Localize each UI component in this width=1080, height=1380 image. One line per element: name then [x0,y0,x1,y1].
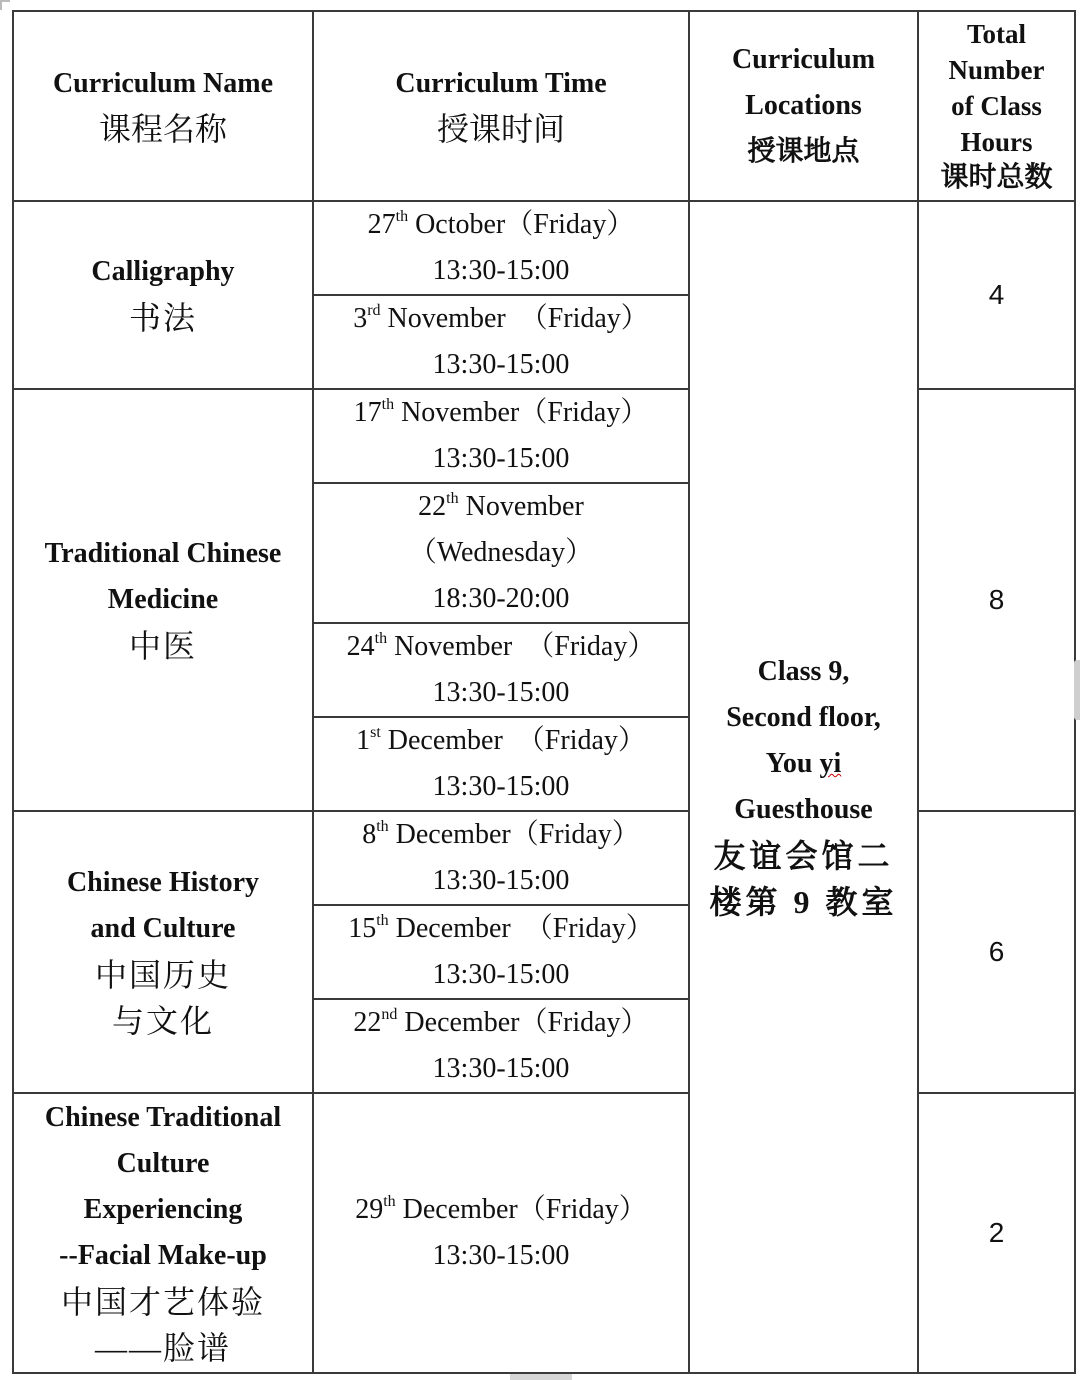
header-hours-zh: 课时总数 [940,162,1053,193]
header-location-en-2: Locations [745,90,862,121]
location-line-2: Second floor, [726,702,881,733]
session-time: 13:30-15:00 [432,349,570,380]
bottom-handle[interactable] [510,1374,572,1380]
course-name-cell [13,1093,313,1373]
session-time: 13:30-15:00 [432,771,570,802]
session-cell [313,389,689,483]
header-location-zh: 授课地点 [747,136,860,167]
course-name-en: Calligraphy [91,256,235,287]
course-name-zh: 中医 [128,628,197,664]
table-row [13,201,1075,295]
header-hours-en-2: Number [948,55,1045,85]
header-hours-cell [918,11,1075,201]
hours-cell: 8 [918,389,1075,811]
course-name-cell [13,201,313,389]
course-name-zh-1: 中国才艺体验 [60,1284,265,1320]
header-time-cell [313,11,689,201]
session-date: 22th November [418,489,584,522]
header-time-en: Curriculum Time [395,68,607,99]
course-name-en-1: Chinese History [66,867,260,898]
session-time: 13:30-15:00 [432,865,570,896]
session-cell [313,483,689,623]
session-cell [313,811,689,905]
session-time: 13:30-15:00 [432,443,570,474]
session-time: 18:30-20:00 [432,583,570,614]
header-location-cell [689,11,918,201]
session-date: 24th November （Friday） [346,629,656,662]
session-weekday: （Wednesday） [408,537,594,568]
session-date: 29th December（Friday） [355,1192,647,1225]
scroll-handle[interactable] [1074,660,1080,720]
curriculum-table [12,10,1076,1374]
course-name-en-2: and Culture [90,913,236,944]
course-name-en-3: Experiencing [83,1194,243,1225]
hours-cell: 4 [918,201,1075,389]
session-date: 22nd December（Friday） [353,1005,649,1038]
course-name-en-2: Culture [116,1148,210,1179]
course-name-en-1: Chinese Traditional [44,1102,282,1133]
course-name-zh-1: 中国历史 [94,957,231,993]
session-date: 15th December （Friday） [348,911,654,944]
session-date: 3rd November （Friday） [353,301,649,334]
location-zh-1: 友谊会馆二 [713,838,894,874]
corner-mark [0,0,10,10]
location-line-1: Class 9, [757,656,850,687]
session-cell [313,905,689,999]
course-name-zh: 书法 [128,300,197,336]
session-cell [313,623,689,717]
session-date: 1st December （Friday） [356,723,646,756]
location-cell [689,201,918,1373]
session-cell [313,201,689,295]
session-time: 13:30-15:00 [432,1053,570,1084]
course-name-zh-2: ——脸谱 [94,1330,231,1366]
header-name-en: Curriculum Name [52,68,274,99]
course-name-zh-2: 与文化 [111,1003,214,1039]
course-name-cell [13,389,313,811]
location-line-4: Guesthouse [734,794,873,825]
header-hours-en-3: of Class [951,91,1042,121]
session-date: 17th November（Friday） [353,395,649,428]
location-line-3: You yi [765,748,842,779]
session-time: 13:30-15:00 [432,1240,570,1271]
header-name-cell [13,11,313,201]
header-name-zh: 课程名称 [98,111,227,147]
location-zh-2: 楼第 9 教室 [709,884,898,920]
course-name-en-4: --Facial Make-up [59,1240,267,1271]
course-name-cell [13,811,313,1093]
course-name-en-1: Traditional Chinese [44,538,282,569]
header-hours-en-4: Hours [960,127,1033,157]
hours-cell: 2 [918,1093,1075,1373]
session-time: 13:30-15:00 [432,677,570,708]
course-name-en-2: Medicine [107,584,219,615]
session-time: 13:30-15:00 [432,959,570,990]
session-date: 27th October（Friday） [367,207,635,240]
session-time: 13:30-15:00 [432,255,570,286]
session-date: 8th December（Friday） [362,817,640,850]
session-cell [313,717,689,811]
header-time-zh: 授课时间 [436,111,565,147]
session-cell [313,295,689,389]
hours-cell: 6 [918,811,1075,1093]
header-location-en-1: Curriculum [731,44,876,75]
session-cell [313,999,689,1093]
header-hours-en-1: Total [966,19,1027,49]
header-row [13,11,1075,201]
session-cell [313,1093,689,1373]
